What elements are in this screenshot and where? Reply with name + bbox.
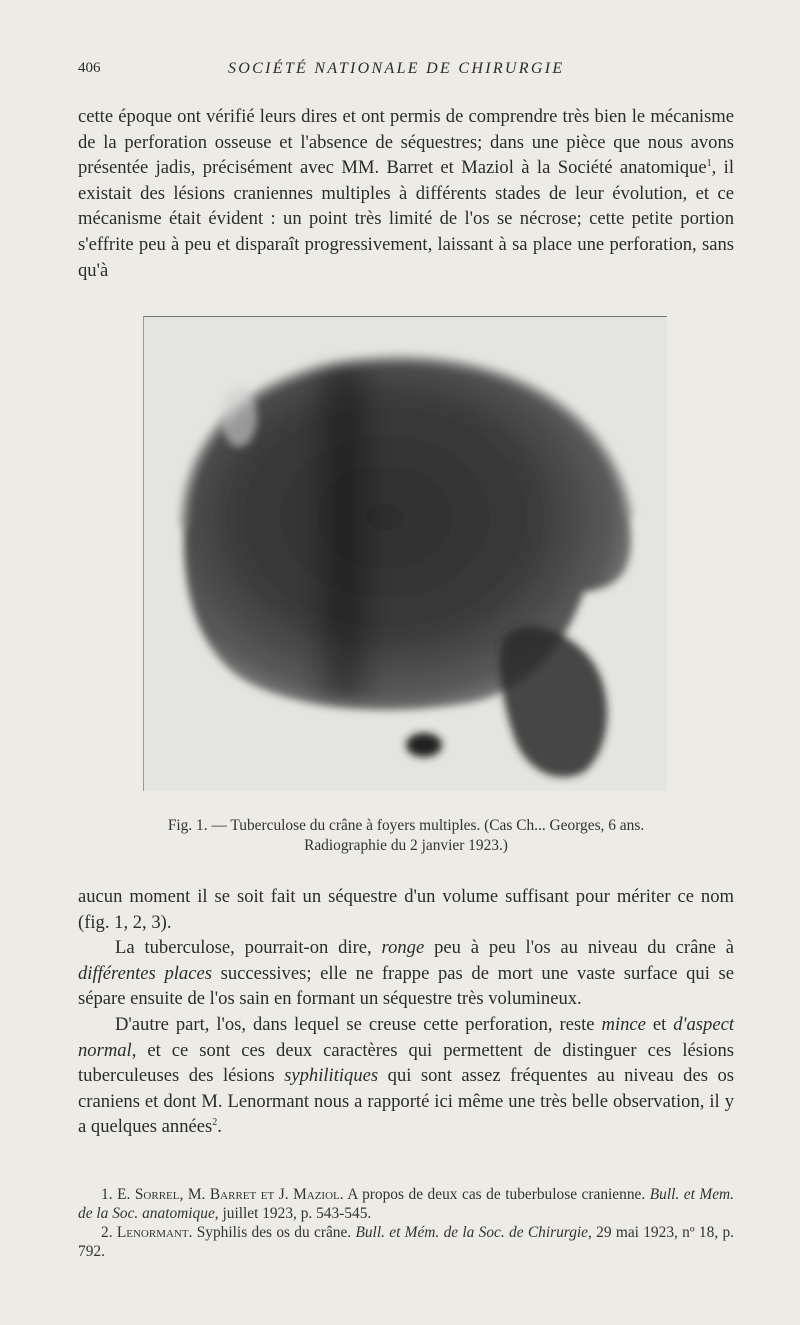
journal-title: SOCIÉTÉ NATIONALE DE CHIRURGIE — [228, 60, 565, 77]
body-text-top — [78, 104, 734, 283]
caption-line-2: Radiographie du 2 janvier 1923.) — [304, 837, 508, 854]
paragraph-1: cette époque ont vérifié leurs dires et ont permis de comprendre très bien le mécanisme de la perforation osseuse et l'absence de séquestres; dans une pièce que nous avons présentée jadis, précisément avec MM. Barret et Maziol à la Société anatomique$^1$, il existait des lésions craniennes multiples à différents stades de leur évolution, et ce mécanisme était évident : un point très limité de l'os se nécrose; cette petite portion s'effrite peu à peu et disparaît progressivement, laissant à sa place une perforation, sans qu'à — [78, 106, 734, 281]
page-number: 406 — [78, 60, 101, 76]
footnote-1: 1. E. Sorrel, M. Barret et J. Maziol. A propos de deux cas de tuberbulose cranienne. Bull. et Mem. de la Soc. anatomique, juillet 1923, p. 543-545. — [78, 1186, 735, 1222]
paragraph-4: D'autre part, l'os, dans lequel se creuse cette perforation, reste mince et d'aspect normal, et ce sont ces deux caractères qui permettent de distinguer ces lésions tuberculeuses des lésions syphilitiques qui sont assez fréquentes au niveau des os craniens et dont M. Lenormant nous a rapporté ici même une très belle observation, il y a quelques années$^2$. — [78, 1013, 734, 1138]
paragraph-2: aucun moment il se soit fait un séquestre d'un volume suffisant pour mériter ce nom (fig. 1, 2, 3). — [78, 886, 734, 933]
footnote-ref-1: 1 — [706, 158, 712, 169]
caption-line-1: Fig. 1. — Tuberculose du crâne à foyers multiples. (Cas Ch... Georges, 6 ans. — [167, 817, 645, 834]
body-text-bottom — [78, 884, 734, 1140]
footnote-2: 2. Lenormant. Syphilis des os du crâne. Bull. et Mém. de la Soc. de Chirurgie, 29 mai 1923, nº 18, p. 792. — [78, 1224, 735, 1260]
radiograph-image — [144, 317, 667, 791]
footnote-ref-2: 2 — [212, 1117, 218, 1129]
footnotes — [78, 1185, 734, 1261]
skull-radiograph — [143, 316, 667, 791]
paragraph-3: La tuberculose, pourrait-on dire, ronge peu à peu l'os au niveau du crâne à différentes places successives; elle ne frappe pas de mort une vaste surface qui se sépare ensuite de l'os sain en formant un séquestre très volumineux. — [78, 937, 734, 1010]
running-head — [78, 60, 734, 84]
figure-caption — [78, 816, 734, 856]
